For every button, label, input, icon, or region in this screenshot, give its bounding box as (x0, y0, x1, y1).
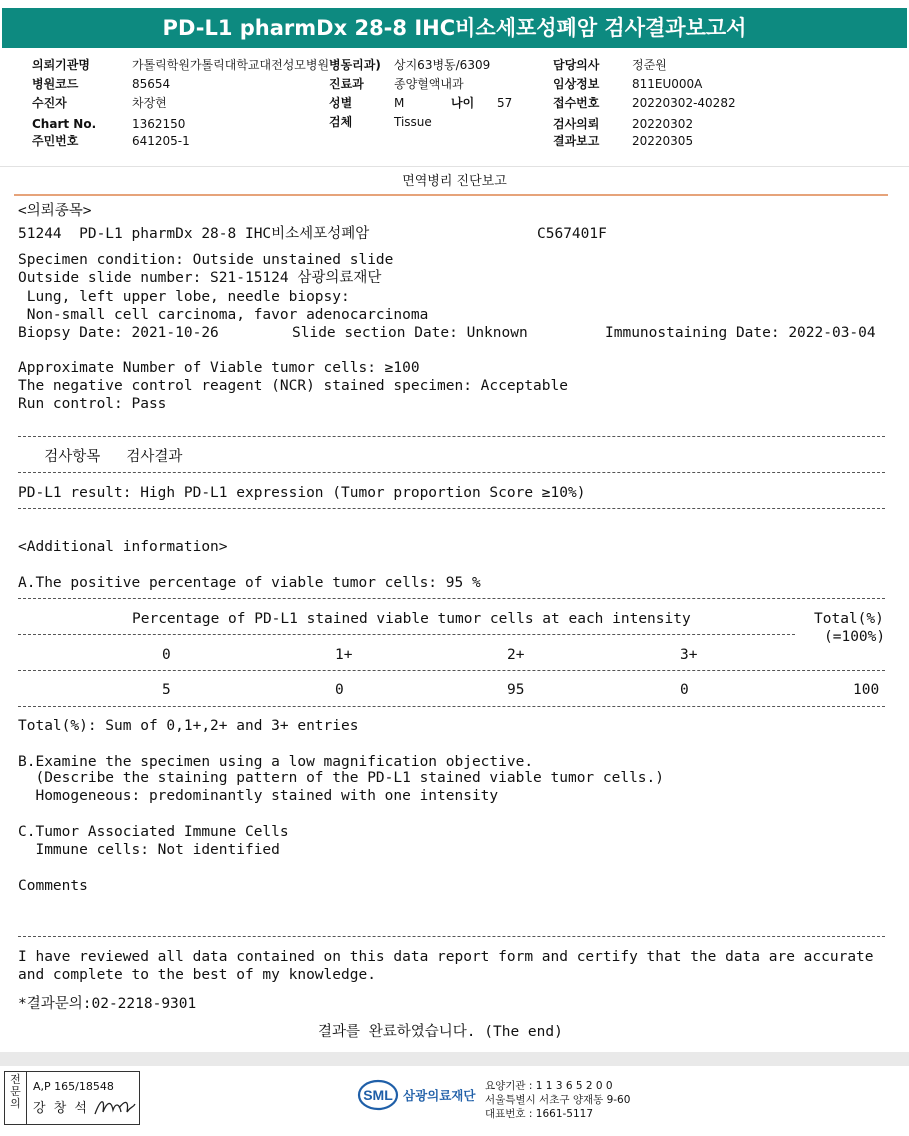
sex-label: 성별 (329, 96, 353, 110)
comments-heading: Comments (18, 878, 88, 894)
run-control: Run control: Pass (18, 396, 167, 412)
intensity-val-1: 0 (335, 682, 344, 698)
slide-section-date: Slide section Date: Unknown (292, 325, 528, 341)
intensity-total-value: 100 (853, 682, 880, 698)
sml-logo-text: SML (363, 1087, 393, 1103)
section-b-heading: B.Examine the specimen using a low magnification objective. (18, 754, 534, 770)
chart-value: 1362150 (132, 117, 186, 131)
age-value: 57 (497, 96, 513, 110)
viable-tumor-cells: Approximate Number of Viable tumor cells: ≥100 (18, 360, 420, 376)
certification-line-2: and complete to the best of my knowledge. (18, 967, 376, 983)
request-item-heading: <의뢰종목> (18, 203, 92, 219)
divider (18, 598, 885, 599)
test-name: 51244 PD-L1 pharmDx 28-8 IHC비소세포성폐암 (18, 226, 370, 242)
result-table-header: 검사항목 검사결과 (18, 449, 183, 465)
company-address: 서울특별시 서초구 양재동 9-60 (485, 1094, 631, 1106)
report-bottom-shade (0, 1052, 909, 1066)
report-title: PD-L1 pharmDx 28-8 IHC비소세포성폐암 검사결과보고서 (2, 8, 907, 48)
section-b-result: Homogeneous: predominantly stained with one intensity (18, 788, 499, 804)
institution-value: 가톨릭학원가톨릭대학교대전성모병원 (132, 58, 330, 72)
divider (18, 936, 885, 937)
sex-value: M (394, 96, 405, 110)
intensity-table-total-note: (=100%) (824, 629, 886, 645)
inquiry-phone: *결과문의:02-2218-9301 (18, 996, 197, 1012)
intensity-col-3: 3+ (680, 647, 698, 663)
specialist-label-char: 의 (10, 1097, 21, 1110)
divider (18, 706, 885, 707)
intensity-table-total-label: Total(%) (814, 611, 884, 627)
additional-info-heading: <Additional information> (18, 539, 228, 555)
request-label: 검사의뢰 (553, 117, 600, 131)
chart-label: Chart No. (32, 117, 97, 131)
reception-value: 20220302-40282 (632, 96, 736, 110)
specimen-condition: Specimen condition: Outside unstained slide (18, 252, 394, 268)
specialist-label-char: 문 (10, 1085, 21, 1098)
divider (18, 508, 885, 509)
reception-label: 접수번호 (553, 96, 600, 110)
specialist-signature-box (4, 1071, 140, 1125)
result-date-label: 결과보고 (553, 134, 600, 148)
age-label: 나이 (451, 96, 475, 110)
intensity-col-2: 2+ (507, 647, 525, 663)
divider (18, 670, 885, 671)
result-date-value: 20220305 (632, 134, 694, 148)
doctor-label: 담당의사 (553, 58, 600, 72)
divider (18, 634, 795, 635)
request-value: 20220302 (632, 117, 694, 131)
specimen-value: Tissue (394, 115, 432, 129)
intensity-col-0: 0 (162, 647, 171, 663)
company-phone: 대표번호 : 1661-5117 (485, 1108, 594, 1120)
ap-number: A,P 165/18548 (33, 1080, 114, 1093)
section-c-heading: C.Tumor Associated Immune Cells (18, 824, 289, 840)
intensity-val-0: 5 (162, 682, 171, 698)
intensity-val-2: 95 (507, 682, 525, 698)
id-value: 641205-1 (132, 134, 190, 148)
pdl1-result: PD-L1 result: High PD-L1 expression (Tumor proportion Score ≥10%) (18, 485, 586, 501)
id-label: 주민번호 (32, 134, 79, 148)
heading-divider (14, 194, 888, 196)
ncr-result: The negative control reagent (NCR) stained specimen: Acceptable (18, 378, 568, 394)
outside-slide-number: Outside slide number: S21-15124 삼광의료재단 (18, 270, 382, 286)
specimen-label: 검체 (329, 115, 353, 129)
divider (18, 436, 885, 437)
test-code: C567401F (537, 226, 607, 242)
specialist-name: 강 창 석 (33, 1101, 89, 1116)
clinical-value: 811EU000A (632, 77, 703, 91)
report-heading: 면역병리 진단보고 (402, 174, 507, 189)
divider (18, 472, 885, 473)
hospital-code-value: 85654 (132, 77, 171, 91)
biopsy-site: Lung, left upper lobe, needle biopsy: (18, 289, 350, 305)
end-statement: 결과를 완료하였습니다. (The end) (318, 1024, 563, 1040)
doctor-value: 정준원 (632, 58, 667, 72)
patient-label: 수진자 (32, 96, 67, 110)
intensity-col-1: 1+ (335, 647, 353, 663)
clinical-label: 임상정보 (553, 77, 600, 91)
intensity-val-3: 0 (680, 682, 689, 698)
total-note: Total(%): Sum of 0,1+,2+ and 3+ entries (18, 718, 359, 734)
institution-code: 요양기관 : 1 1 3 6 5 2 0 0 (485, 1080, 613, 1092)
intensity-table-heading: Percentage of PD-L1 stained viable tumor cells at each intensity (132, 611, 691, 627)
sml-logo-icon (357, 1078, 399, 1112)
diagnosis: Non-small cell carcinoma, favor adenocarcinoma (18, 307, 429, 323)
section-c-result: Immune cells: Not identified (18, 842, 280, 858)
certification-line-1: I have reviewed all data contained on this data report form and certify that the data are accurate (18, 949, 874, 965)
institution-label: 의뢰기관명 (32, 58, 90, 72)
specialist-label-text (5, 1074, 26, 1110)
section-b-describe: (Describe the staining pattern of the PD-L1 stained viable tumor cells.) (18, 770, 665, 786)
dept-value: 종양혈액내과 (394, 77, 464, 91)
immunostaining-date: Immunostaining Date: 2022-03-04 (605, 325, 876, 341)
ward-label: 병동리과) (329, 58, 381, 72)
specialist-label (5, 1072, 27, 1124)
positive-percentage: A.The positive percentage of viable tumor cells: 95 % (18, 575, 481, 591)
hospital-code-label: 병원코드 (32, 77, 79, 91)
company-name: 삼광의료재단 (403, 1088, 476, 1103)
patient-value: 차장현 (132, 96, 167, 110)
signature-icon (91, 1094, 137, 1120)
specialist-label-char: 전 (10, 1073, 21, 1086)
biopsy-date: Biopsy Date: 2021-10-26 (18, 325, 219, 341)
dept-label: 진료과 (329, 77, 364, 91)
ward-value: 상지63병동/6309 (394, 58, 491, 72)
